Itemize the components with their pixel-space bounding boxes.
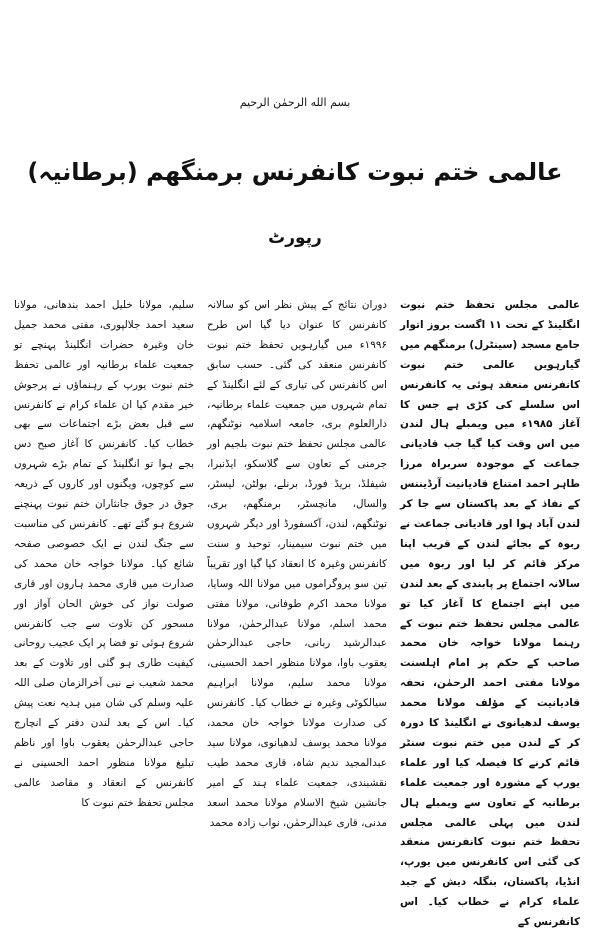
text-columns: [14, 296, 580, 929]
report-subtitle: رپورٹ: [268, 228, 322, 248]
bismillah-heading: بسم الله الرحمٰن الرحیم: [239, 96, 351, 109]
page-title: عالمی ختم نبوت کانفرنس برمنگھم (برطانیہ): [27, 158, 563, 186]
column-left: سلیم، مولانا خلیل احمد بندھانی، مولانا سعید احمد جلالپوری، مفتی محمد جمیل خان وغیرہ حضرات انگلینڈ پہنچے تو جمعیت علماء برطانیہ اور عالمی تحفظ ختم نبوت یورپ کے رہنماؤں نے پرجوش خیر مقدم کیا ان علماء کرام نے کانفرنس سے قبل بعض بڑے اجتماعات سے بھی خطاب کیا۔ کانفرنس کا آغاز صبح دس بجے ہوا تو انگلینڈ کے تمام بڑے شہروں سے کوچوں، ویگنوں اور کاروں کے ذریعہ جوق در جوق جانثاران ختم نبوت پہنچنے شروع ہو گئے تھے۔ کانفرنس کی مناسبت سے جنگ لندن نے ایک خصوصی صفحہ شائع کیا۔ مولانا خواجہ خان محمد کی صدارت میں قاری محمد ہارون اور قاری صولت نواز کی خوش الحان آواز اور مسحور کن تلاوت سے جب کانفرنس شروع ہوئی تو فضا پر ایک عجیب روحانی کیفیت طاری ہو گئی اور تلاوت کے بعد محمد شعیب نے نبی آخرالزمان صلی اللہ علیہ وسلم کی شان میں ہدیہ نعت پیش کیا۔ اس کے بعد لندن دفتر کے انچارج حاجی عبدالرحمٰن یعقوب باوا اور ناظم تبلیغ مولانا منظور احمد الحسینی نے کانفرنس کے انعقاد و مقاصد عالمی مجلس تحفظ ختم نبوت کا: [14, 299, 194, 809]
column-middle: دوران نتائج کے پیش نظر اس کو سالانہ کانفرنس کا عنوان دیا گیا اس طرح ۱۹۹۶ء میں گیارہویں تحفظ ختم نبوت کانفرنس منعقد کی گئی۔ حسب سابق اس کانفرنس کی تیاری کے لئے انگلینڈ کے تمام شہروں میں جمعیت علماء برطانیہ، دارالعلوم بری، جامعہ اسلامیہ نوٹنگھم، عالمی مجلس تحفظ ختم نبوت بلجیم اور جرمنی کے تعاون سے گلاسکو، ایڈنبرا، شیفلڈ، بریڈ فورڈ، برنلے، بولٹن، لیسٹر، والسال، مانچسٹر، برمنگھم، بری، نوٹنگھم، لندن، آکسفورڈ اور دیگر شہروں میں ختم نبوت سیمینار، توحید و سنت کانفرنس وغیرہ کا انعقاد کیا گیا اور تقریباً تین سو پروگراموں میں مولانا اللہ وسایا، مولانا محمد اکرم طوفانی، مولانا مفتی محمد اسلم، مولانا عبدالرحمٰن، مولانا عبدالرشید ربانی، حاجی عبدالرحمٰن یعقوب باوا، مولانا منظور احمد الحسینی، مولانا محمد سلیم، مولانا ابراہیم سیالکوٹی وغیرہ نے خطاب کیا۔ کانفرنس کی صدارت مولانا خواجہ خان محمد، مولانا محمد یوسف لدھیانوی، مولانا سید عبدالمجید ندیم شاہ، قاری محمد طیب نقشبندی، جمعیت علماء ہند کے امیر جانشین شیخ الاسلام مولانا محمد اسعد مدنی، قاری عبدالرحمٰن، نواب زادہ محمد: [207, 299, 387, 829]
column-right: عالمی مجلس تحفظ ختم نبوت انگلینڈ کے تحت ۱۱ اگست بروز اتوار جامع مسجد (سینٹرل) برمنگھم میں گیارہویں عالمی ختم نبوت کانفرنس منعقد ہوئی یہ کانفرنس اس سلسلے کی کڑی ہے جس کا آغاز ۱۹۸۵ء میں ویمبلے ہال لندن میں اس وقت کیا گیا جب قادیانی جماعت کے موجودہ سربراہ مرزا طاہر احمد امتناع قادیانیت آرڈیننس کے نفاذ کے بعد پاکستان سے جا کر لندن آباد ہوا اور قادیانی جماعت نے ربوہ کے بجائے لندن کے قریب اپنا مرکز قائم کر لیا اور ربوہ میں سالانہ اجتماع پر پابندی کے بعد لندن میں اپنے اجتماع کا آغاز کیا تو عالمی مجلس تحفظ ختم نبوت کے رہنما مولانا خواجہ خان محمد صاحب کے حکم پر امام اہلسنت مولانا مفتی احمد الرحمٰن، تحفہ قادیانیت کے مؤلف مولانا محمد یوسف لدھیانوی نے انگلینڈ کا دورہ کر کے لندن میں ختم نبوت سنٹر قائم کرنے کا فیصلہ کیا اور علماء یورپ کے مشورہ اور جمعیت علماء برطانیہ کے تعاون سے ویمبلے ہال لندن میں پہلی عالمی مجلس تحفظ ختم نبوت کانفرنس منعقد کی گئی اس کانفرنس میں یورپ، انڈیا، پاکستان، بنگلہ دیش کے جید علماء کرام نے خطاب کیا۔ اس کانفرنس کے: [400, 299, 580, 929]
